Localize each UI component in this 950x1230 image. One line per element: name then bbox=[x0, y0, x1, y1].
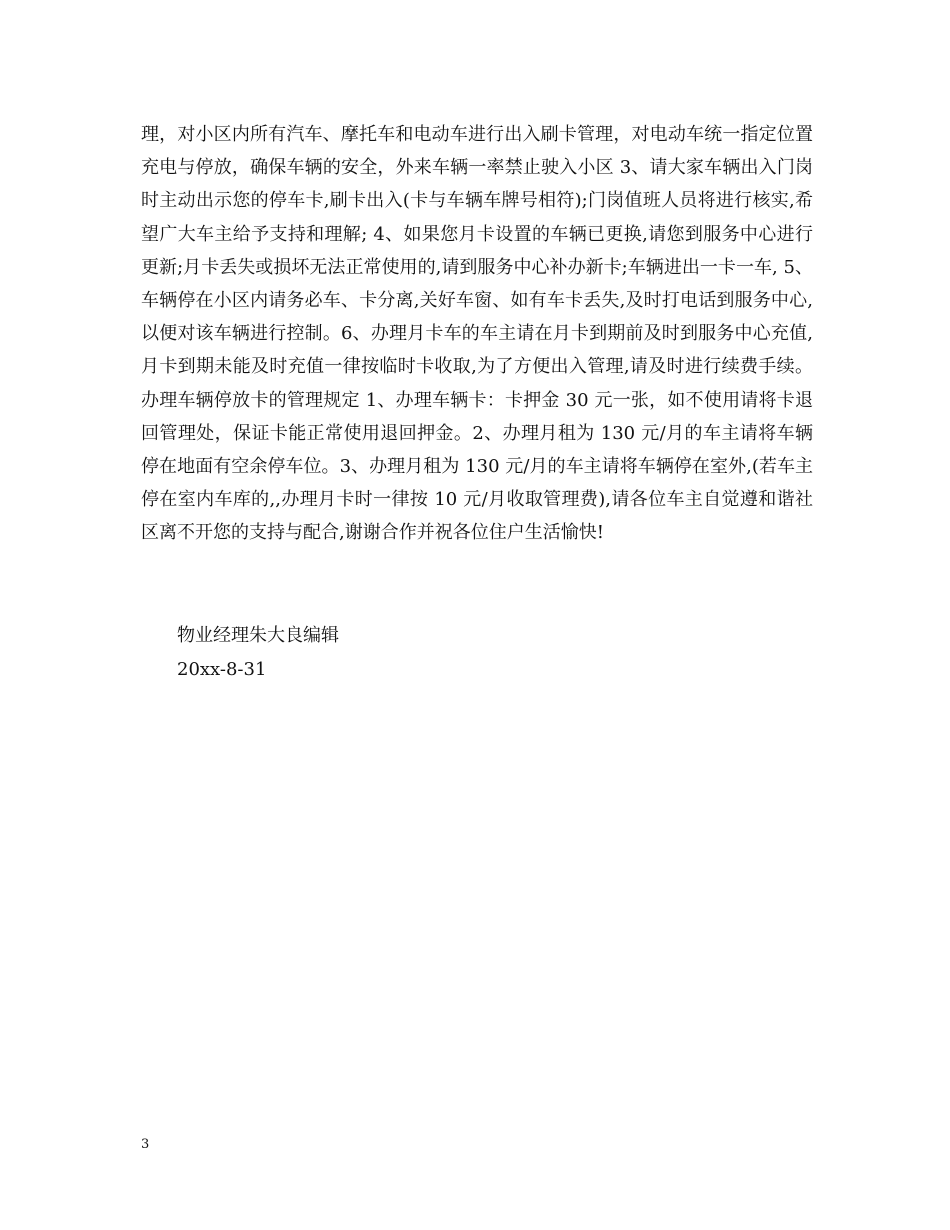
signature-line: 物业经理朱大良编辑 bbox=[177, 625, 339, 646]
body-paragraph: 理，对小区内所有汽车、摩托车和电动车进行出入刷卡管理，对电动车统一指定位置充电与停放，确保车辆的安全，外来车辆一率禁止驶入小区 3、请大家车辆出入门岗时主动出示您的停车卡,刷卡出入(卡与车辆车牌号相符);门岗值班人员将进行核实,希望广大车主给予支持和理解; 4、如果您月卡设置的车辆已更换,请您到服务中心进行更新;月卡丢失或损坏无法正常使用的,请到服务中心补办新卡;车辆进出一卡一车, 5、车辆停在小区内请务必车、卡分离,关好车窗、如有车卡丢失,及时打电话到服务中心,以便对该车辆进行控制。6、办理月卡车的车主请在月卡到期前及时到服务中心充值,月卡到期未能及时充值一律按临时卡收取,为了方便出入管理,请及时进行续费手续。办理车辆停放卡的管理规定 1、办理车辆卡：卡押金 30 元一张，如不使用请将卡退回管理处，保证卡能正常使用退回押金。2、办理月租为 130 元/月的车主请将车辆停在地面有空余停车位。3、办理月租为 130 元/月的车主请将车辆停在室外,(若车主停在室内车库的,,办理月卡时一律按 10 元/月收取管理费),请各位车主自觉遵和谐社区离不开您的支持与配合,谢谢合作并祝各位住户生活愉快! bbox=[141, 124, 813, 544]
date-line: 20xx-8-31 bbox=[177, 659, 267, 680]
page-number: 3 bbox=[141, 1137, 150, 1152]
